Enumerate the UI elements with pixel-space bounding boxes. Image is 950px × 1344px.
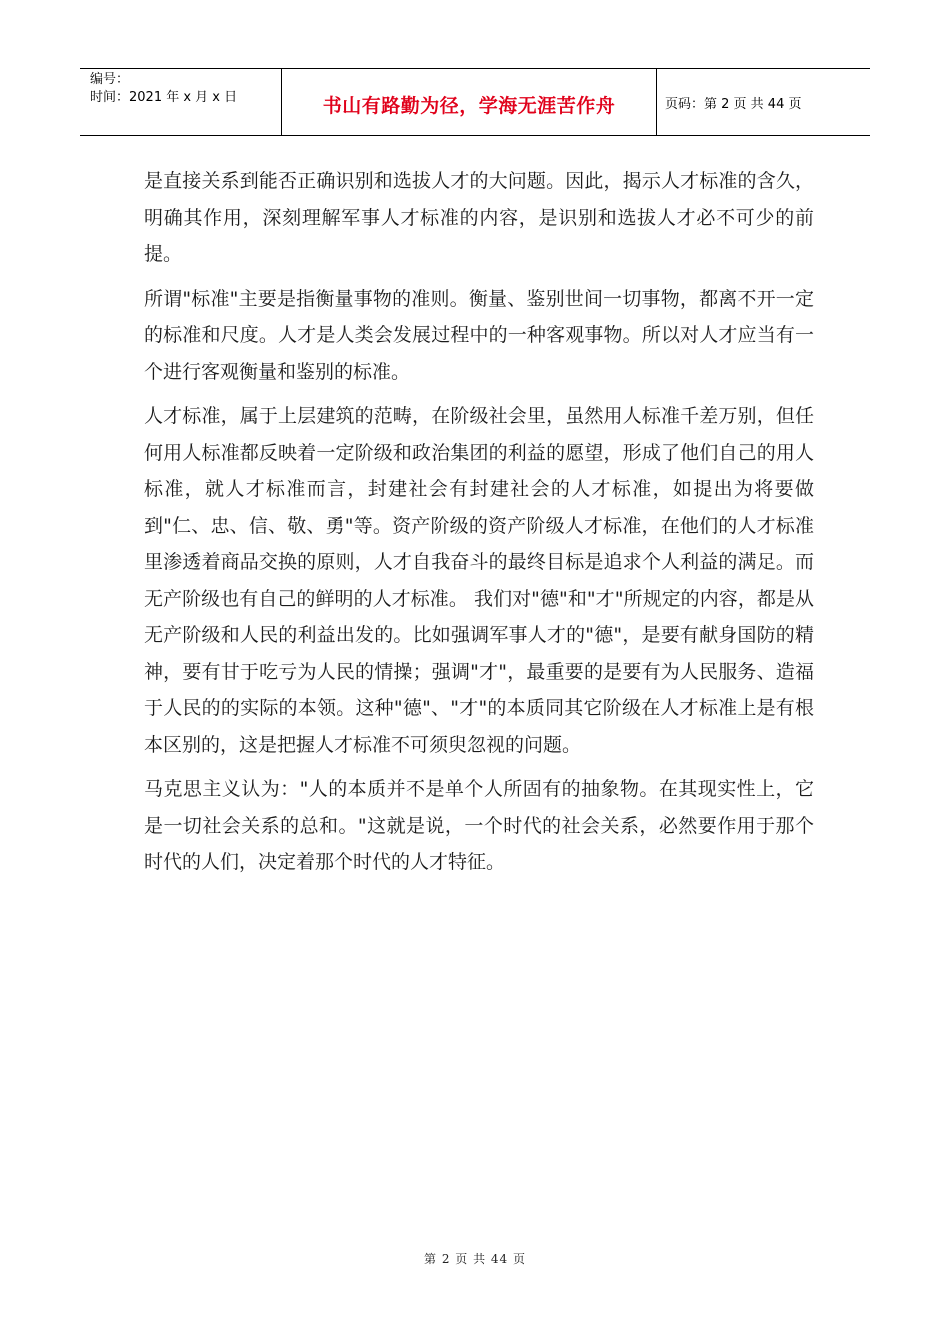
page-header: [80, 68, 870, 136]
document-body: [144, 163, 814, 889]
header-motto-cell: [282, 69, 657, 135]
date-label: 时间：2021 年 x 月 x 日: [90, 90, 238, 105]
header-page-cell: [657, 69, 870, 135]
header-page-info: 页码：第 2 页 共 44 页: [665, 96, 802, 112]
paragraph: 所谓"标准"主要是指衡量事物的准则。衡量、鉴别世间一切事物，都离不开一定的标准和尺度。人才是人类会发展过程中的一种客观事物。所以对人才应当有一个进行客观衡量和鉴别的标准。: [144, 287, 814, 383]
serial-number-label: 编号：: [90, 72, 130, 87]
footer-page-number: 第 2 页 共 44 页: [424, 1252, 526, 1266]
paragraph: 是直接关系到能否正确识别和选拔人才的大问题。因此，揭示人才标准的含久，明确其作用，深刻理解军事人才标准的内容，是识别和选拔人才必不可少的前提。: [144, 170, 814, 265]
motto-text: 书山有路勤为径，学海无涯苦作舟: [322, 94, 616, 117]
header-meta: [80, 69, 282, 135]
paragraph: 人才标准，属于上层建筑的范畴，在阶级社会里，虽然用人标准千差万别，但任何用人标准都反映着一定阶级和政治集团的利益的愿望，形成了他们自己的用人标准，就人才标准而言，封建社会有封建社会的人才标准，如提出为将要做到"仁、忠、信、敬、勇"等。资产阶级的资产阶级人才标准，在他们的人才标准里渗透着商品交换的原则，人才自我奋斗的最终目标是追求个人利益的满足。而无产阶级也有自己的鲜明的人才标准。 我们对"德"和"才"所规定的内容，都是从无产阶级和人民的利益出发的。比如强调军事人才的"德"，是要有献身国防的精神，要有甘于吃亏为人民的情操；强调"才"，最重要的是要有为人民服务、造福于人民的的实际的本领。这种"德"、"才"的本质同其它阶级在人才标准上是有根本区别的，这是把握人才标准不可须臾忽视的问题。: [144, 405, 814, 756]
page-footer: [0, 1250, 950, 1267]
paragraph: 马克思主义认为："人的本质并不是单个人所固有的抽象物。在其现实性上，它是一切社会关系的总和。"这就是说，一个时代的社会关系，必然要作用于那个时代的人们，决定着那个时代的人才特征。: [144, 778, 814, 873]
